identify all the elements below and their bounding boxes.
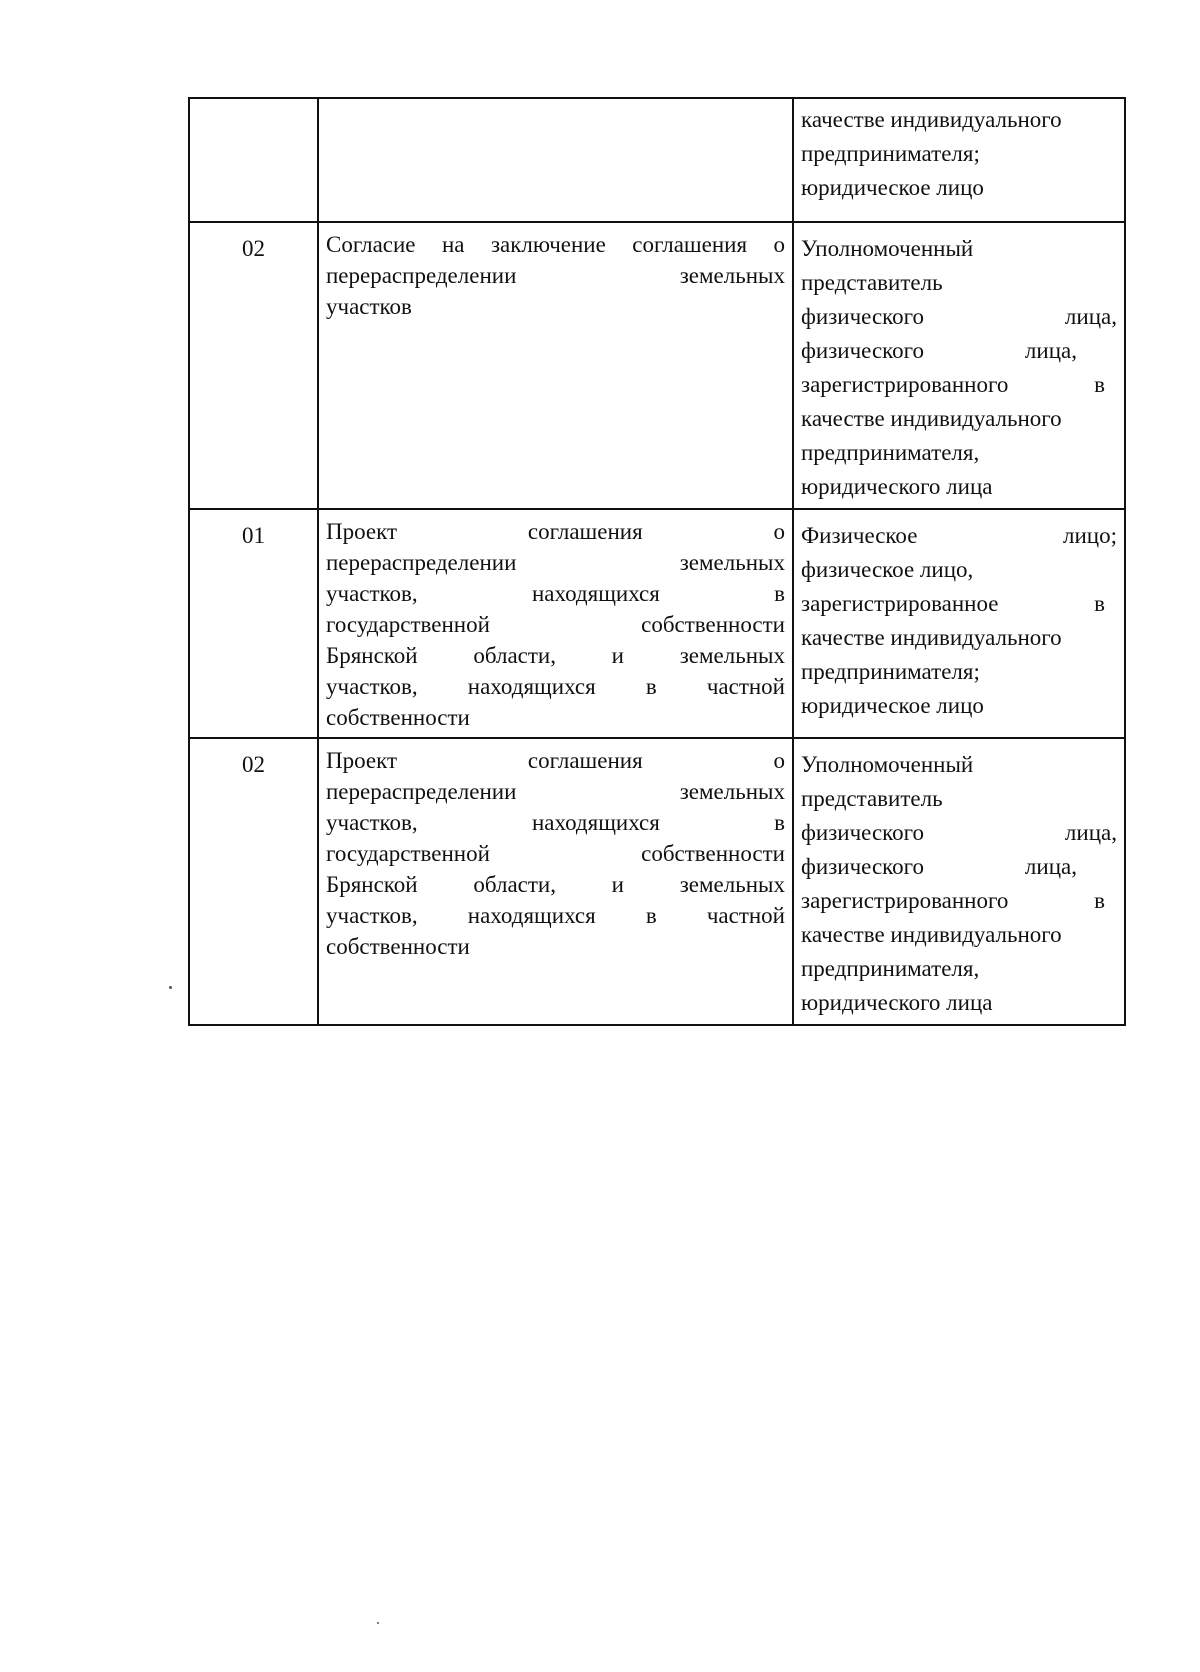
applicant-line: юридического лица bbox=[801, 990, 993, 1015]
table-row bbox=[189, 222, 1125, 509]
description-line: перераспределении земельных bbox=[326, 779, 785, 804]
description-line: государственной собственности bbox=[326, 841, 785, 866]
description-line: государственной собственности bbox=[326, 612, 785, 637]
description-line: Согласие на заключение соглашения о bbox=[326, 232, 785, 257]
code-cell: 02 bbox=[189, 222, 318, 509]
applicant-line: физического лица, bbox=[801, 338, 1077, 363]
applicant-line: предпринимателя; bbox=[801, 141, 980, 166]
applicant-line: юридическое лицо bbox=[801, 693, 984, 718]
scan-speck bbox=[169, 986, 172, 989]
table-row bbox=[189, 738, 1125, 1025]
description-line: Проект соглашения о bbox=[326, 748, 785, 773]
applicant-line: предпринимателя; bbox=[801, 659, 980, 684]
services-table bbox=[188, 97, 1126, 1026]
code-cell: 01 bbox=[189, 509, 318, 738]
description-line: Брянской области, и земельных bbox=[326, 872, 785, 897]
description-cell bbox=[318, 509, 793, 738]
applicant-line: зарегистрированного в bbox=[801, 888, 1105, 913]
description-line: участков bbox=[326, 294, 412, 319]
description-cell bbox=[318, 98, 793, 222]
description-cell bbox=[318, 738, 793, 1025]
description-line: участков, находящихся в bbox=[326, 581, 785, 606]
applicant-cell bbox=[793, 509, 1125, 738]
applicant-line: физического лица, bbox=[801, 854, 1077, 879]
applicant-line: Физическое лицо; bbox=[801, 523, 1117, 548]
description-line: участков, находящихся в bbox=[326, 810, 785, 835]
applicant-line: зарегистрированное в bbox=[801, 591, 1105, 616]
applicant-line: юридическое лицо bbox=[801, 175, 984, 200]
description-line: собственности bbox=[326, 705, 470, 730]
description-line: перераспределении земельных bbox=[326, 263, 785, 288]
applicant-line: физическое лицо, bbox=[801, 557, 974, 582]
applicant-line: качестве индивидуального bbox=[801, 625, 1062, 650]
table-row bbox=[189, 98, 1125, 222]
applicant-cell bbox=[793, 98, 1125, 222]
applicant-line: представитель bbox=[801, 786, 943, 811]
applicant-line: зарегистрированного в bbox=[801, 372, 1105, 397]
applicant-line: качестве индивидуального bbox=[801, 107, 1062, 132]
description-line: Брянской области, и земельных bbox=[326, 643, 785, 668]
applicant-line: Уполномоченный bbox=[801, 236, 974, 261]
description-line: участков, находящихся в частной bbox=[326, 903, 785, 928]
table-row bbox=[189, 509, 1125, 738]
applicant-line: качестве индивидуального bbox=[801, 922, 1062, 947]
applicant-line: Уполномоченный bbox=[801, 752, 974, 777]
applicant-line: юридического лица bbox=[801, 474, 993, 499]
code-cell: 02 bbox=[189, 738, 318, 1025]
applicant-line: предпринимателя, bbox=[801, 956, 980, 981]
scan-speck bbox=[377, 1622, 379, 1624]
description-line: участков, находящихся в частной bbox=[326, 674, 785, 699]
applicant-cell bbox=[793, 222, 1125, 509]
description-line: перераспределении земельных bbox=[326, 550, 785, 575]
applicant-line: физического лица, bbox=[801, 304, 1117, 329]
description-line: Проект соглашения о bbox=[326, 519, 785, 544]
table-body bbox=[189, 98, 1125, 1025]
applicant-line: предпринимателя, bbox=[801, 440, 980, 465]
description-line: собственности bbox=[326, 934, 470, 959]
applicant-cell bbox=[793, 738, 1125, 1025]
applicant-line: физического лица, bbox=[801, 820, 1117, 845]
applicant-line: качестве индивидуального bbox=[801, 406, 1062, 431]
applicant-line: представитель bbox=[801, 270, 943, 295]
description-cell bbox=[318, 222, 793, 509]
code-cell bbox=[189, 98, 318, 222]
